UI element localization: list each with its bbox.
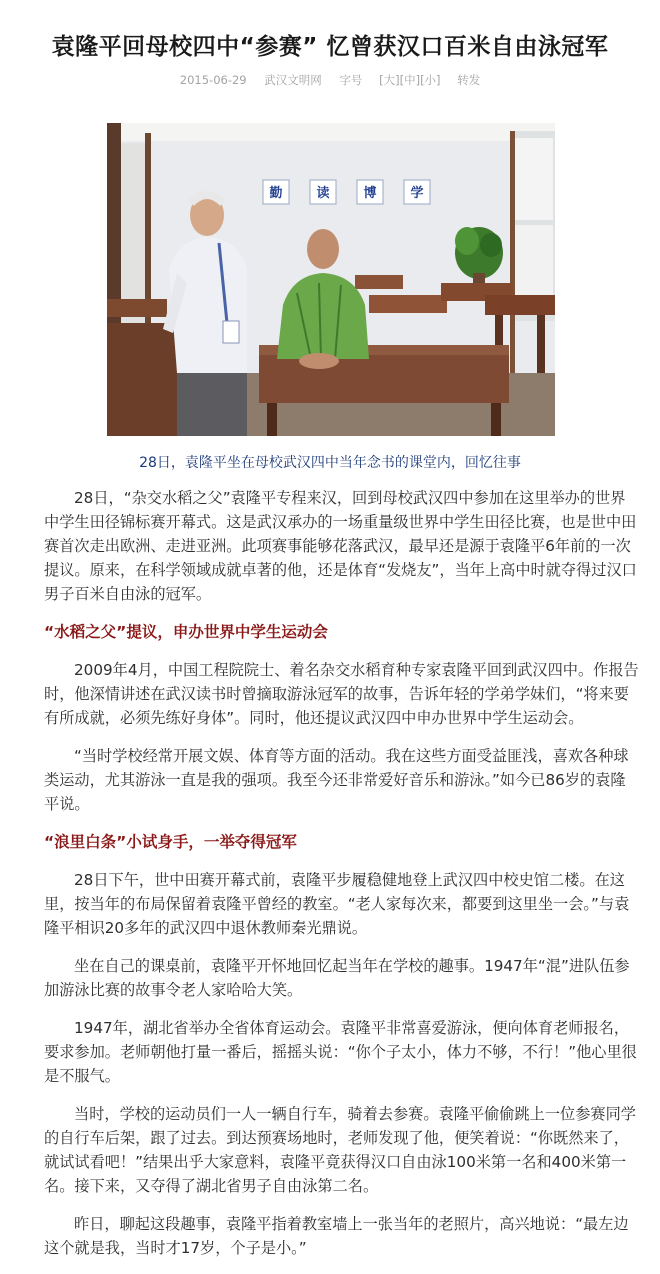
section-heading: “浪里白条”小试身手，一举夺得冠军 xyxy=(44,833,297,851)
body-paragraph: 28日下午，世中田赛开幕式前，袁隆平步履稳健地登上武汉四中校史馆二楼。在这里，按当年的布局保留着袁隆平曾经的教室。“老人家每次来，都要到这里坐一会。”与袁隆平相识20多年的武汉四中退休教师秦光鼎说。 xyxy=(44,871,630,937)
body-paragraph: 昨日，聊起这段趣事，袁隆平指着教室墙上一张当年的老照片，高兴地说：“最左边这个就是我，当时才17岁，个子是小。” xyxy=(44,1215,629,1257)
share-button[interactable]: 转发 xyxy=(457,73,481,87)
body-paragraph: 1947年，湖北省举办全省体育运动会。袁隆平非常喜爱游泳，便向体育老师报名，要求参加。老师朝他打量一番后，摇摇头说：“你个子太小，体力不够，不行！”他心里很是不服气。 xyxy=(44,1019,637,1085)
body-paragraph: “当时学校经常开展文娱、体育等方面的活动。我在这些方面受益匪浅，喜欢各种球类运动，尤其游泳一直是我的强项。我至今还非常爱好音乐和游泳。”如今已86岁的袁隆平说。 xyxy=(44,747,629,813)
article-title: 袁隆平回母校四中“参赛” 忆曾获汉口百米自由泳冠军 xyxy=(51,34,609,60)
body-paragraph: 坐在自己的课桌前，袁隆平开怀地回忆起当年在学校的趣事。1947年“混”进队伍参加游泳比赛的故事令老人家哈哈大笑。 xyxy=(44,957,630,999)
font-medium-button[interactable]: [中] xyxy=(399,73,421,87)
font-small-button[interactable]: [小] xyxy=(420,73,441,87)
photo-sign-char: 读 xyxy=(316,186,330,201)
photo-sign-char: 勤 xyxy=(269,186,283,201)
font-size-controls xyxy=(379,73,440,87)
font-large-button[interactable]: [大] xyxy=(379,73,400,87)
article-body xyxy=(44,486,640,1274)
section-heading: “水稻之父”提议，申办世界中学生运动会 xyxy=(44,623,328,641)
photo-caption: 28日，袁隆平坐在母校武汉四中当年念书的课堂内，回忆往事 xyxy=(139,455,521,471)
photo-sign-char: 博 xyxy=(363,186,377,201)
body-paragraph: 28日，“杂交水稻之父”袁隆平专程来汉，回到母校武汉四中参加在这里举办的世界中学生田径锦标赛开幕式。这是武汉承办的一场重量级世界中学生田径比赛，也是世中田赛首次走出欧洲、走进亚洲。此项赛事能够花落武汉，最早还是源于袁隆平6年前的一次提议。原来，在科学领域成就卓著的他，还是体育“发烧友”，当年上高中时就夺得过汉口男子百米自由泳的冠军。 xyxy=(44,489,637,603)
publish-date: 2015-06-29 xyxy=(179,73,247,87)
article-meta xyxy=(0,72,660,88)
body-paragraph: 2009年4月，中国工程院院士、着名杂交水稻育种专家袁隆平回到武汉四中。作报告时，他深情讲述在武汉读书时曾摘取游泳冠军的故事，告诉年轻的学弟学妹们，“将来要有所成就，必须先练好身体”。同时，他还提议武汉四中申办世界中学生运动会。 xyxy=(44,661,639,727)
article-photo xyxy=(107,123,555,436)
body-paragraph: 当时，学校的运动员们一人一辆自行车，骑着去参赛。袁隆平偷偷跳上一位参赛同学的自行车后架，跟了过去。到达预赛场地时，老师发现了他，便笑着说：“你既然来了，就试试看吧！”结果出乎大家意料，袁隆平竟获得汉口自由泳100米第一名和400米第一名。接下来，又夺得了湖北省男子自由泳第二名。 xyxy=(44,1105,636,1195)
photo-sign-char: 学 xyxy=(410,186,424,201)
source-name[interactable]: 武汉文明网 xyxy=(264,73,322,87)
font-size-label: 字号 xyxy=(339,73,363,87)
